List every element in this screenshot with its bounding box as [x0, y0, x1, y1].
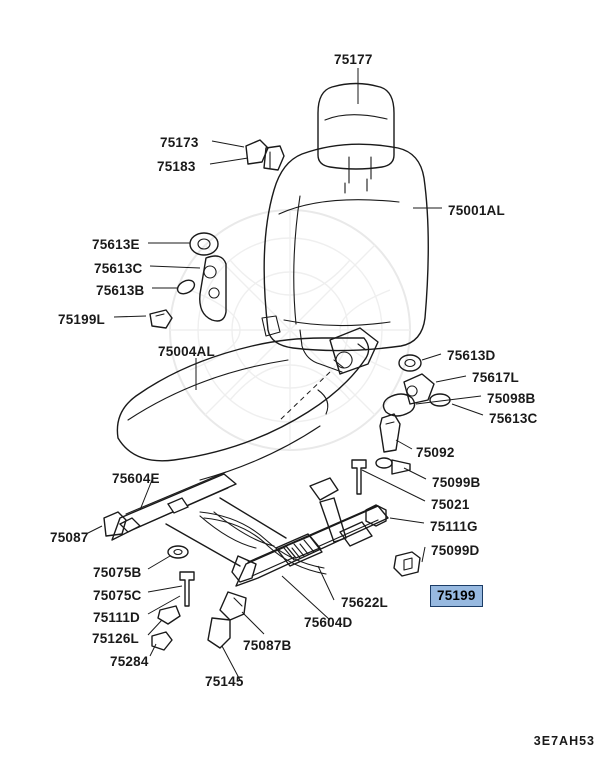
watermark — [170, 210, 410, 450]
head-restraint — [318, 84, 394, 194]
part-label-75613c-2: 75613C — [489, 411, 538, 426]
part-label-75004al: 75004AL — [158, 344, 215, 359]
part-label-75126l: 75126L — [92, 631, 139, 646]
part-label-75613e: 75613E — [92, 237, 140, 252]
part-label-75617l: 75617L — [472, 370, 519, 385]
part-label-75087: 75087 — [50, 530, 89, 545]
part-label-75199-highlighted[interactable]: 75199 — [430, 585, 483, 607]
part-label-75622l: 75622L — [341, 595, 388, 610]
leader-lines — [86, 141, 483, 680]
part-label-75613d: 75613D — [447, 348, 496, 363]
part-label-75075c: 75075C — [93, 588, 142, 603]
part-label-75075b: 75075B — [93, 565, 142, 580]
part-label-75098b: 75098B — [487, 391, 536, 406]
part-label-75021: 75021 — [431, 497, 470, 512]
part-label-75613b: 75613B — [96, 283, 145, 298]
part-label-75111g: 75111G — [430, 519, 478, 534]
part-label-75173: 75173 — [160, 135, 199, 150]
part-label-75001al: 75001AL — [448, 203, 505, 218]
part-label-75613c: 75613C — [94, 261, 143, 276]
part-label-75604d: 75604D — [304, 615, 353, 630]
part-label-75099b: 75099B — [432, 475, 481, 490]
part-label-75092: 75092 — [416, 445, 455, 460]
part-label-75284: 75284 — [110, 654, 149, 669]
part-label-75199l: 75199L — [58, 312, 105, 327]
part-label-75177: 75177 — [334, 52, 373, 67]
diagram-code: 3E7AH53 — [533, 734, 595, 748]
part-label-75604e: 75604E — [112, 471, 160, 486]
part-label-75111d: 75111D — [93, 610, 140, 625]
part-label-75183: 75183 — [157, 159, 196, 174]
part-label-75145: 75145 — [205, 674, 244, 689]
part-label-75099d: 75099D — [431, 543, 480, 558]
part-label-75087b: 75087B — [243, 638, 292, 653]
